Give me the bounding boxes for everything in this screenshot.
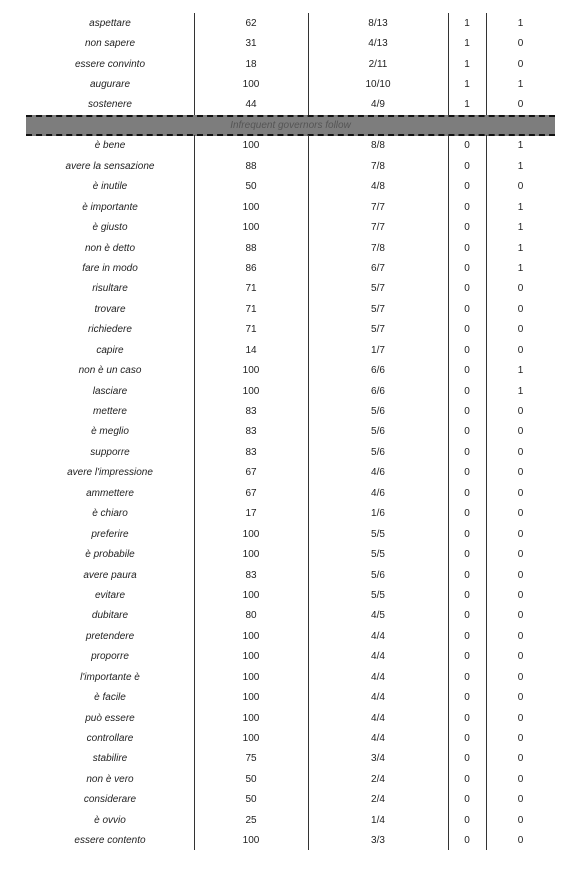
column-divider: [308, 135, 309, 850]
percent-cell: 17: [245, 508, 257, 520]
word-cell: può essere: [85, 712, 135, 724]
flag-a-cell: 1: [464, 79, 470, 91]
column-divider: [308, 13, 309, 115]
table-row: [26, 831, 555, 851]
percent-cell: 31: [245, 38, 257, 50]
flag-a-cell: 0: [464, 160, 470, 172]
ratio-cell: 6/6: [371, 365, 385, 377]
ratio-cell: 2/11: [368, 58, 388, 70]
table-row: [26, 258, 555, 278]
table-row: [26, 13, 555, 33]
word-cell: dubitare: [91, 610, 129, 622]
word-cell: essere contento: [74, 835, 146, 847]
word-cell: non è vero: [86, 773, 134, 785]
rows-after-section: [26, 136, 555, 851]
flag-b-cell: 1: [517, 201, 524, 213]
flag-b-cell: 0: [517, 712, 524, 724]
ratio-cell: 6/6: [371, 385, 385, 397]
word-cell: è giusto: [92, 222, 128, 234]
table-row: [26, 320, 555, 340]
flag-b-cell: 1: [517, 140, 524, 152]
flag-b-cell: 0: [517, 58, 524, 70]
flag-b-cell: 0: [517, 814, 524, 826]
word-cell: è bene: [94, 140, 126, 152]
table-row: [26, 74, 555, 94]
percent-cell: 100: [242, 733, 260, 745]
flag-a-cell: 0: [464, 773, 470, 785]
flag-b-cell: 0: [517, 467, 524, 479]
ratio-cell: 5/7: [371, 283, 385, 295]
percent-cell: 100: [242, 528, 260, 540]
flag-a-cell: 0: [464, 610, 470, 622]
flag-b-cell: 0: [517, 344, 524, 356]
ratio-cell: 2/4: [371, 794, 385, 806]
table-row: [26, 238, 555, 258]
flag-b-cell: 1: [517, 79, 524, 91]
flag-a-cell: 0: [464, 528, 470, 540]
table-row: [26, 810, 555, 830]
table-row: [26, 156, 555, 176]
percent-cell: 100: [242, 549, 260, 561]
flag-b-cell: 0: [517, 651, 524, 663]
percent-cell: 67: [245, 487, 257, 499]
flag-b-cell: 0: [517, 733, 524, 745]
flag-b-cell: 0: [517, 630, 524, 642]
percent-cell: 100: [242, 671, 260, 683]
table-row: [26, 708, 555, 728]
flag-b-cell: 0: [517, 549, 524, 561]
word-cell: è chiaro: [92, 508, 128, 520]
flag-b-cell: 0: [517, 610, 524, 622]
percent-cell: 25: [245, 814, 257, 826]
column-divider: [194, 135, 195, 850]
flag-b-cell: 0: [517, 406, 524, 418]
percent-cell: 75: [245, 753, 257, 765]
table-row: [26, 279, 555, 299]
percent-cell: 100: [242, 365, 260, 377]
ratio-cell: 10/10: [365, 79, 391, 91]
ratio-cell: 8/13: [368, 17, 388, 29]
flag-a-cell: 0: [464, 651, 470, 663]
percent-cell: 14: [245, 344, 257, 356]
flag-b-cell: 0: [517, 569, 524, 581]
percent-cell: 71: [245, 324, 257, 336]
flag-a-cell: 0: [464, 283, 470, 295]
word-cell: non sapere: [84, 38, 136, 50]
table-row: [26, 483, 555, 503]
ratio-cell: 3/3: [371, 835, 385, 847]
table-row: [26, 177, 555, 197]
percent-cell: 80: [245, 610, 257, 622]
ratio-cell: 7/8: [371, 242, 385, 254]
table-row: [26, 463, 555, 483]
flag-b-cell: 0: [517, 692, 524, 704]
table-row: [26, 360, 555, 380]
flag-a-cell: 0: [464, 712, 470, 724]
ratio-cell: 5/6: [371, 406, 385, 418]
flag-a-cell: 0: [464, 753, 470, 765]
table-row: [26, 217, 555, 237]
ratio-cell: 5/6: [371, 426, 385, 438]
flag-a-cell: 0: [464, 549, 470, 561]
percent-cell: 100: [242, 651, 260, 663]
flag-a-cell: 0: [464, 835, 470, 847]
data-table: [26, 13, 555, 851]
ratio-cell: 4/4: [371, 712, 385, 724]
table-row: [26, 687, 555, 707]
percent-cell: 100: [242, 79, 260, 91]
percent-cell: 100: [242, 712, 260, 724]
flag-b-cell: 0: [517, 181, 524, 193]
percent-cell: 88: [245, 242, 257, 254]
word-cell: risultare: [92, 283, 128, 295]
percent-cell: 83: [245, 446, 257, 458]
section-title: Infrequent governors follow: [230, 119, 351, 131]
flag-a-cell: 0: [464, 426, 470, 438]
table-row: [26, 401, 555, 421]
ratio-cell: 5/5: [371, 589, 385, 601]
table-row: [26, 381, 555, 401]
table-row: [26, 749, 555, 769]
word-cell: ammettere: [86, 487, 134, 499]
flag-b-cell: 0: [517, 426, 524, 438]
word-cell: pretendere: [85, 630, 135, 642]
flag-b-cell: 1: [517, 242, 524, 254]
flag-a-cell: 1: [464, 17, 470, 29]
word-cell: richiedere: [88, 324, 132, 336]
word-cell: mettere: [93, 406, 127, 418]
flag-b-cell: 1: [517, 385, 524, 397]
table-row: [26, 769, 555, 789]
word-cell: lasciare: [92, 385, 128, 397]
percent-cell: 86: [245, 262, 257, 274]
flag-b-cell: 0: [517, 283, 524, 295]
percent-cell: 100: [242, 630, 260, 642]
ratio-cell: 1/7: [371, 344, 385, 356]
ratio-cell: 6/7: [371, 262, 385, 274]
flag-a-cell: 0: [464, 671, 470, 683]
percent-cell: 71: [245, 283, 257, 295]
flag-a-cell: 0: [464, 467, 470, 479]
flag-b-cell: 0: [517, 508, 524, 520]
word-cell: augurare: [89, 79, 131, 91]
ratio-cell: 1/4: [371, 814, 385, 826]
flag-a-cell: 1: [464, 58, 470, 70]
ratio-cell: 7/7: [371, 201, 385, 213]
ratio-cell: 5/6: [371, 446, 385, 458]
flag-b-cell: 0: [517, 38, 524, 50]
flag-b-cell: 0: [517, 528, 524, 540]
word-cell: è importante: [82, 201, 138, 213]
flag-a-cell: 0: [464, 692, 470, 704]
flag-a-cell: 0: [464, 262, 470, 274]
percent-cell: 100: [242, 692, 260, 704]
table-row: [26, 442, 555, 462]
word-cell: trovare: [94, 303, 126, 315]
word-cell: supporre: [90, 446, 130, 458]
ratio-cell: 4/6: [371, 467, 385, 479]
flag-b-cell: 0: [517, 446, 524, 458]
ratio-cell: 4/6: [371, 487, 385, 499]
flag-a-cell: 0: [464, 733, 470, 745]
flag-a-cell: 0: [464, 324, 470, 336]
flag-b-cell: 1: [517, 160, 524, 172]
flag-a-cell: 0: [464, 303, 470, 315]
word-cell: è ovvio: [94, 814, 126, 826]
table-row: [26, 585, 555, 605]
section-separator: [26, 115, 555, 135]
ratio-cell: 2/4: [371, 773, 385, 785]
word-cell: non è un caso: [78, 365, 142, 377]
flag-b-cell: 0: [517, 487, 524, 499]
flag-a-cell: 0: [464, 385, 470, 397]
flag-b-cell: 1: [517, 262, 524, 274]
word-cell: aspettare: [89, 17, 131, 29]
percent-cell: 18: [245, 58, 257, 70]
percent-cell: 83: [245, 569, 257, 581]
table-row: [26, 504, 555, 524]
table-row: [26, 299, 555, 319]
word-cell: stabilire: [92, 753, 128, 765]
word-cell: essere convinto: [74, 58, 146, 70]
table-row: [26, 340, 555, 360]
word-cell: fare in modo: [82, 262, 138, 274]
flag-a-cell: 1: [464, 38, 470, 50]
flag-a-cell: 0: [464, 589, 470, 601]
table-row: [26, 626, 555, 646]
word-cell: evitare: [94, 589, 125, 601]
ratio-cell: 5/7: [371, 324, 385, 336]
flag-b-cell: 0: [517, 589, 524, 601]
table-row: [26, 95, 555, 115]
table-row: [26, 422, 555, 442]
word-cell: proporre: [91, 651, 129, 663]
flag-a-cell: 0: [464, 794, 470, 806]
flag-a-cell: 1: [464, 99, 470, 111]
flag-b-cell: 0: [517, 303, 524, 315]
table-row: [26, 647, 555, 667]
ratio-cell: 1/6: [371, 508, 385, 520]
percent-cell: 50: [245, 181, 257, 193]
flag-b-cell: 0: [517, 753, 524, 765]
column-divider: [486, 135, 487, 850]
ratio-cell: 5/5: [371, 528, 385, 540]
flag-a-cell: 0: [464, 140, 470, 152]
percent-cell: 100: [242, 140, 260, 152]
ratio-cell: 7/7: [371, 222, 385, 234]
flag-a-cell: 0: [464, 406, 470, 418]
table-row: [26, 524, 555, 544]
table-row: [26, 565, 555, 585]
word-cell: sostenere: [88, 99, 132, 111]
ratio-cell: 4/5: [371, 610, 385, 622]
table-row: [26, 544, 555, 564]
percent-cell: 100: [242, 385, 260, 397]
column-divider: [194, 13, 195, 115]
flag-b-cell: 0: [517, 835, 524, 847]
flag-b-cell: 1: [517, 222, 524, 234]
column-divider: [448, 135, 449, 850]
flag-a-cell: 0: [464, 487, 470, 499]
flag-a-cell: 0: [464, 508, 470, 520]
rows-before-section: [26, 13, 555, 115]
word-cell: è meglio: [91, 426, 129, 438]
word-cell: è inutile: [92, 181, 128, 193]
word-cell: è probabile: [85, 549, 135, 561]
ratio-cell: 4/4: [371, 692, 385, 704]
percent-cell: 83: [245, 426, 257, 438]
percent-cell: 100: [242, 835, 260, 847]
column-divider: [448, 13, 449, 115]
flag-a-cell: 0: [464, 201, 470, 213]
word-cell: avere la sensazione: [65, 160, 155, 172]
flag-a-cell: 0: [464, 181, 470, 193]
flag-b-cell: 1: [517, 365, 524, 377]
word-cell: avere paura: [83, 569, 137, 581]
flag-a-cell: 0: [464, 344, 470, 356]
ratio-cell: 4/4: [371, 630, 385, 642]
flag-b-cell: 0: [517, 99, 524, 111]
table-row: [26, 667, 555, 687]
flag-b-cell: 0: [517, 671, 524, 683]
ratio-cell: 4/8: [371, 181, 385, 193]
percent-cell: 50: [245, 773, 257, 785]
percent-cell: 83: [245, 406, 257, 418]
ratio-cell: 5/7: [371, 303, 385, 315]
ratio-cell: 4/13: [368, 38, 388, 50]
table-row: [26, 136, 555, 156]
percent-cell: 100: [242, 589, 260, 601]
flag-b-cell: 0: [517, 324, 524, 336]
table-row: [26, 790, 555, 810]
table-row: [26, 728, 555, 748]
word-cell: avere l'impressione: [67, 467, 153, 479]
table-row: [26, 33, 555, 53]
ratio-cell: 7/8: [371, 160, 385, 172]
percent-cell: 71: [245, 303, 257, 315]
word-cell: controllare: [86, 733, 134, 745]
percent-cell: 62: [245, 17, 257, 29]
percent-cell: 88: [245, 160, 257, 172]
table-row: [26, 197, 555, 217]
flag-a-cell: 0: [464, 630, 470, 642]
flag-a-cell: 0: [464, 242, 470, 254]
word-cell: non è detto: [84, 242, 136, 254]
percent-cell: 50: [245, 794, 257, 806]
ratio-cell: 4/4: [371, 733, 385, 745]
flag-a-cell: 0: [464, 222, 470, 234]
word-cell: preferire: [91, 528, 129, 540]
column-divider: [486, 13, 487, 115]
ratio-cell: 5/5: [371, 549, 385, 561]
flag-a-cell: 0: [464, 446, 470, 458]
ratio-cell: 5/6: [371, 569, 385, 581]
percent-cell: 100: [242, 201, 260, 213]
flag-a-cell: 0: [464, 569, 470, 581]
percent-cell: 100: [242, 222, 260, 234]
word-cell: è facile: [94, 692, 126, 704]
ratio-cell: 4/4: [371, 651, 385, 663]
word-cell: l'importante è: [80, 671, 140, 683]
ratio-cell: 4/4: [371, 671, 385, 683]
flag-b-cell: 1: [517, 17, 524, 29]
word-cell: considerare: [83, 794, 137, 806]
flag-b-cell: 0: [517, 794, 524, 806]
ratio-cell: 4/9: [371, 99, 385, 111]
ratio-cell: 3/4: [371, 753, 385, 765]
table-row: [26, 606, 555, 626]
word-cell: capire: [96, 344, 124, 356]
table-row: [26, 54, 555, 74]
flag-b-cell: 0: [517, 773, 524, 785]
flag-a-cell: 0: [464, 365, 470, 377]
percent-cell: 67: [245, 467, 257, 479]
percent-cell: 44: [245, 99, 257, 111]
ratio-cell: 8/8: [371, 140, 385, 152]
flag-a-cell: 0: [464, 814, 470, 826]
